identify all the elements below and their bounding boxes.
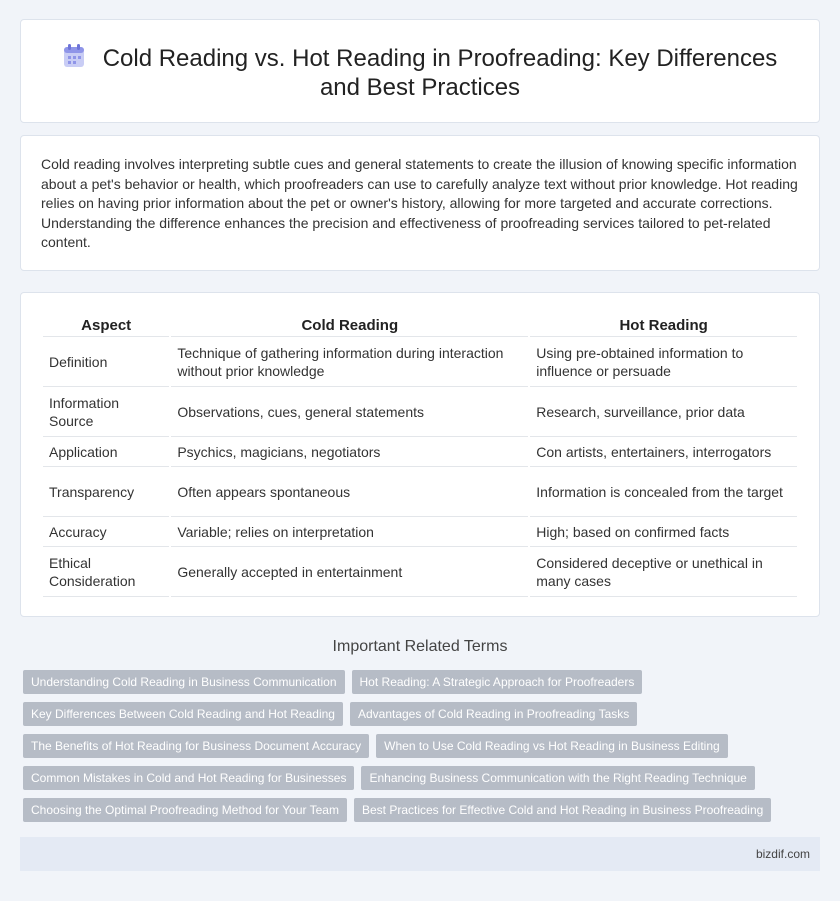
related-term-link[interactable]: Advantages of Cold Reading in Proofreading Tasks	[350, 702, 637, 726]
tag-row	[23, 702, 823, 726]
row-hot: Using pre-obtained information to influence or persuade	[530, 337, 797, 387]
tag-row	[23, 734, 823, 758]
related-term-link[interactable]: Enhancing Business Communication with the Right Reading Technique	[361, 766, 754, 790]
title-line-2: and Best Practices	[319, 74, 521, 101]
calendar-icon	[63, 44, 85, 68]
row-aspect: Accuracy	[43, 517, 169, 547]
title-line-1: Cold Reading vs. Hot Reading in Proofreading: Key Differences	[102, 45, 778, 72]
row-aspect: Application	[43, 437, 169, 467]
row-cold: Psychics, magicians, negotiators	[171, 437, 528, 467]
row-hot: High; based on confirmed facts	[530, 517, 797, 547]
table-header-row	[43, 315, 797, 337]
row-aspect: Definition	[43, 337, 169, 387]
intro-card	[20, 135, 820, 271]
table-row	[43, 337, 797, 387]
related-terms-title: Important Related Terms	[332, 638, 508, 655]
row-hot: Considered deceptive or unethical in many cases	[530, 547, 797, 597]
row-cold: Technique of gathering information during interaction without prior knowledge	[171, 337, 528, 387]
row-aspect: Transparency	[43, 467, 169, 517]
row-cold: Generally accepted in entertainment	[171, 547, 528, 597]
comparison-table	[41, 315, 799, 597]
header-aspect: Aspect	[43, 315, 169, 337]
row-cold: Variable; relies on interpretation	[171, 517, 528, 547]
page-title	[61, 44, 779, 102]
table-row	[43, 467, 797, 517]
related-term-link[interactable]: When to Use Cold Reading vs Hot Reading in Business Editing	[376, 734, 728, 758]
row-cold: Often appears spontaneous	[171, 467, 528, 517]
table-row	[43, 387, 797, 437]
table-row	[43, 547, 797, 597]
header-cold-reading: Cold Reading	[171, 315, 528, 337]
row-aspect: Ethical Consideration	[43, 547, 169, 597]
intro-paragraph: Cold reading involves interpreting subtle cues and general statements to create the illusion of knowing specific information about a pet's behavior or health, which proofreaders can use to carefully analyze text without prior knowledge. Hot reading relies on having prior information about the pet or owner's history, allowing for more targeted and accurate corrections. Understanding the difference enhances the precision and effectiveness of proofreading services tailored to pet-related content.	[41, 156, 798, 250]
footer-site-link[interactable]: bizdif.com	[755, 847, 810, 861]
row-cold: Observations, cues, general statements	[171, 387, 528, 437]
header-card	[20, 19, 820, 123]
related-term-link[interactable]: Choosing the Optimal Proofreading Method for Your Team	[23, 798, 347, 822]
related-terms-list	[23, 670, 823, 830]
related-term-link[interactable]: Best Practices for Effective Cold and Hot Reading in Business Proofreading	[354, 798, 771, 822]
tag-row	[23, 798, 823, 822]
related-term-link[interactable]: Understanding Cold Reading in Business Communication	[23, 670, 345, 694]
related-term-link[interactable]: Hot Reading: A Strategic Approach for Proofreaders	[352, 670, 643, 694]
header-hot-reading: Hot Reading	[530, 315, 797, 337]
related-term-link[interactable]: Key Differences Between Cold Reading and Hot Reading	[23, 702, 343, 726]
row-hot: Research, surveillance, prior data	[530, 387, 797, 437]
related-term-link[interactable]: Common Mistakes in Cold and Hot Reading for Businesses	[23, 766, 354, 790]
table-row	[43, 437, 797, 467]
footer	[20, 837, 820, 871]
row-aspect: Information Source	[43, 387, 169, 437]
row-hot: Information is concealed from the target	[530, 467, 797, 517]
row-hot: Con artists, entertainers, interrogators	[530, 437, 797, 467]
table-row	[43, 517, 797, 547]
tag-row	[23, 670, 823, 694]
comparison-card	[20, 292, 820, 617]
related-term-link[interactable]: The Benefits of Hot Reading for Business Document Accuracy	[23, 734, 369, 758]
tag-row	[23, 766, 823, 790]
